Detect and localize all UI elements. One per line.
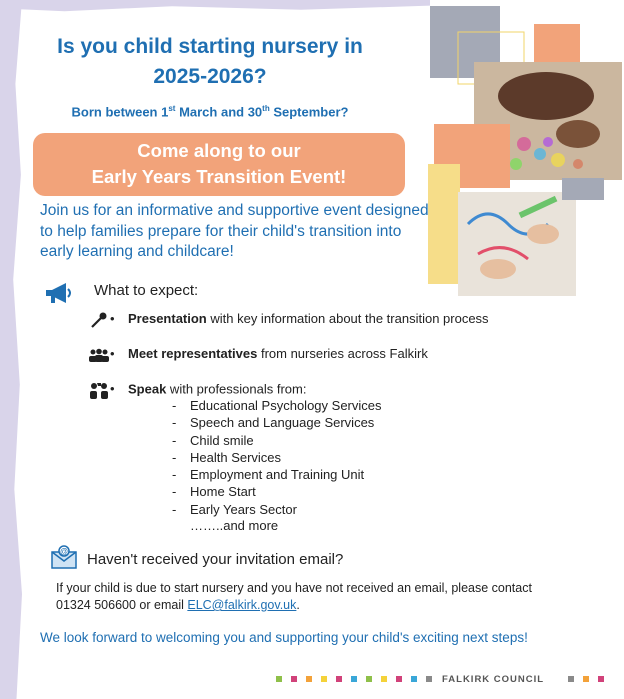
expect-item-representatives: • Meet representatives from nurseries across Falkirk xyxy=(88,346,428,362)
list-item: - Educational Psychology Services xyxy=(172,398,382,413)
list-item: - Speech and Language Services xyxy=(172,415,375,431)
decorative-border-top xyxy=(0,0,430,14)
megaphone-icon xyxy=(44,282,74,304)
expect-item-presentation: • Presentation with key information about the transition process xyxy=(88,311,489,328)
email-icon xyxy=(51,545,77,569)
expect-item-speak: • Speak with professionals from: xyxy=(88,381,306,399)
microphone-icon xyxy=(88,312,110,328)
list-item: - Child smile xyxy=(172,432,254,448)
closing-text: We look forward to welcoming you and supporting your child's exciting next steps! xyxy=(40,630,528,645)
email-instructions: If your child is due to start nursery and you have not received an email, please contact 01324 506600 or email ELC@falkirk.gov.uk. xyxy=(56,581,532,612)
banner-line1: Come along to our xyxy=(137,140,301,161)
banner-line2: Early Years Transition Event! xyxy=(91,166,347,187)
list-item: - Employment and Training Unit xyxy=(172,467,365,483)
professionals-list xyxy=(172,397,382,518)
page-title-line2: 2025-2026? xyxy=(153,65,267,88)
birth-date-question: Born between 1st March and 30th September? xyxy=(71,104,349,120)
page-title-line1: Is you child starting nursery in xyxy=(57,35,363,58)
list-item: - Health Services xyxy=(172,449,282,465)
email-link[interactable]: ELC@falkirk.gov.uk xyxy=(187,598,297,612)
falkirk-council-logo-text: FALKIRK COUNCIL xyxy=(442,674,545,685)
list-item: - Home Start xyxy=(172,484,256,500)
svg-text:@: @ xyxy=(60,547,68,556)
and-more-text: ……..and more xyxy=(190,518,279,533)
email-heading: Haven't received your invitation email? xyxy=(87,551,344,568)
intro-text: Join us for an informative and supportive event designed to help families prepare for their child's transition into early learning and childcare! xyxy=(40,202,429,260)
event-banner xyxy=(33,133,405,196)
group-icon xyxy=(88,348,110,362)
photo-drawing xyxy=(458,192,576,296)
list-item: - Early Years Sector xyxy=(172,501,297,517)
what-to-expect-heading: What to expect: xyxy=(94,282,199,299)
photo-collage xyxy=(428,4,624,300)
decorative-border-left xyxy=(0,0,22,699)
speakers-icon xyxy=(88,381,110,399)
